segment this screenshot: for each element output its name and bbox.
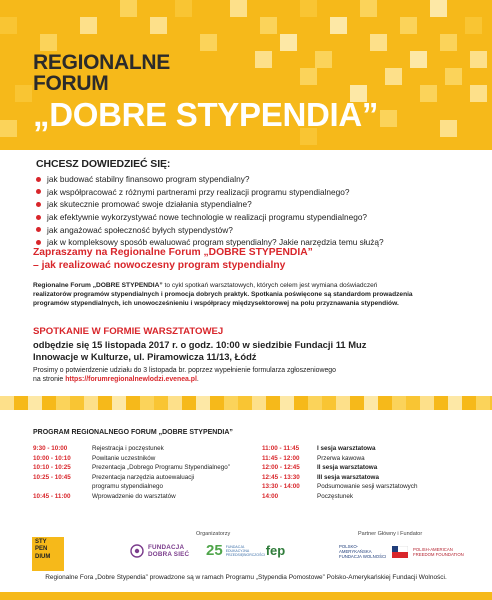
strip-tile [294,396,308,410]
table-row [262,454,472,464]
strip-tile [308,396,322,410]
bullet-icon [36,240,41,245]
title-line-3: „DOBRE STYPENDIA” [33,96,379,133]
strip-tile [238,396,252,410]
bottom-bar [0,592,492,600]
fundacja-line-2: DOBRA SIEĆ [148,551,190,558]
table-row [262,444,472,454]
mosaic-tile [380,110,397,127]
strip-tile [154,396,168,410]
mosaic-tile [400,17,417,34]
mosaic-tile [300,0,317,17]
invitation-body-line-3: programów stypendialnych, ich unowocześnieniu i współpracy międzysektorowej na polu przyznawania stypendiów. [33,300,399,308]
strip-tile [476,396,490,410]
program-time: 14:00 [262,492,279,500]
program-item: Rejestracja i poczęstunek [92,445,164,452]
strip-tile [224,396,238,410]
program-left-column [33,444,253,502]
question-text: jak w kompleksowy sposób ewaluować program stypendialny? Jakie narzędzia temu służą? [47,237,384,248]
page-title [33,52,378,133]
table-row [262,482,472,492]
question-text: jak efektywnie wykorzystywać nowe technologie w realizacji programu stypendialnego? [47,212,368,223]
strip-tile [98,396,112,410]
mosaic-tile [120,0,137,17]
registration-prefix: na stronie [33,376,66,383]
registration-link[interactable]: https://forumregionalnewlodzi.evenea.pl [65,376,197,383]
program-time: 10:10 - 10:25 [33,464,71,472]
questions-section [36,158,476,249]
fundacja-dobra-siec-logo [130,544,189,558]
mosaic-tile [470,85,487,102]
strip-tile [350,396,364,410]
strip-tile [56,396,70,410]
list-item [36,173,476,186]
strip-tile [322,396,336,410]
bullet-icon [36,177,41,182]
bullet-icon [36,215,41,220]
table-row [262,492,472,502]
mosaic-tile [40,34,57,51]
pafw-logo [339,544,465,560]
list-item [36,211,476,224]
fep-name: FUNDACJA EDUKACYJNA PRZEDSIĘBIORCZOŚCI [225,544,265,557]
program-item: Wprowadzenie do warsztatów [92,492,176,500]
registration-suffix: . [196,376,199,383]
invitation-body-line-2: realizatorów programów stypendialnych i promocja dobrych praktyk. Spotkania poświęcone są standardom prowadzenia [33,291,413,299]
registration-link-line [33,375,473,384]
strip-tile [84,396,98,410]
mosaic-tile [430,0,447,17]
strip-tile [210,396,224,410]
mosaic-tile [440,120,457,137]
program-title: PROGRAM REGIONALNEGO FORUM „DOBRE STYPENDIA” [33,429,233,436]
invitation-body [33,281,465,309]
table-row [262,463,472,473]
mosaic-tile [445,68,462,85]
questions-list [36,173,476,249]
registration-info [33,366,473,384]
forum-name: Regionalne Forum „DOBRE STYPENDIA” [33,282,163,289]
mosaic-tile [440,34,457,51]
mosaic-tile [420,85,437,102]
pafw-name-pl: POLSKO-AMERYKAŃSKA FUNDACJA WOLNOŚCI [339,544,387,560]
mosaic-tile [15,85,32,102]
mosaic-tile [470,51,487,68]
program-time: 11:45 - 12:00 [262,454,300,462]
table-row [33,463,253,473]
strip-tile [364,396,378,410]
program-item: Powitanie uczestników [92,454,156,462]
stypendium-logo [32,537,64,571]
mosaic-tile [330,17,347,34]
program-time: 12:00 - 12:45 [262,464,300,472]
strip-tile [126,396,140,410]
invitation-title-line-2: – jak realizować nowoczesny program stypendialny [33,260,286,271]
mosaic-tile [370,34,387,51]
mosaic-tile [80,17,97,34]
strip-tile [406,396,420,410]
program-item-line-2: programu stypendialnego [92,483,164,491]
logo-text: DIUM [35,553,51,560]
invitation-title [33,246,463,272]
header-banner [0,0,492,150]
program-item: Przerwa kawowa [317,454,365,462]
invitation-body-text: to cykl spotkań warsztatowych, których celem jest wymiana doświadczeń [162,282,378,289]
mosaic-tile [280,34,297,51]
dobra-siec-icon [130,544,144,558]
bullet-icon [36,202,41,207]
partner-label: Partner Główny i Fundator [358,531,423,537]
strip-tile [112,396,126,410]
title-line-2: FORUM [33,72,109,95]
strip-tile [378,396,392,410]
list-item [36,223,476,236]
mosaic-tile [200,34,217,51]
program-time: 10:25 - 10:45 [33,473,71,481]
fundacja-line-1: FUNDACJA [148,544,185,551]
strip-tile [448,396,462,410]
fep-anniversary-number: 25 [206,542,223,559]
strip-tile [420,396,434,410]
strip-tile [28,396,42,410]
mosaic-tile [230,0,247,17]
list-item [36,198,476,211]
program-item: Poczęstunek [317,492,354,500]
meeting-heading: SPOTKANIE W FORMIE WARSZTATOWEJ [33,326,224,337]
logo-text: STY [35,539,47,545]
fundacja-logo-text [148,544,189,558]
program-time: 11:00 - 11:45 [262,445,300,452]
mosaic-tile [0,120,17,137]
program-item: I sesja warsztatowa [317,445,376,452]
mosaic-tile [360,0,377,17]
fep-mark: fep [265,543,286,558]
strip-tile [392,396,406,410]
flag-icon [392,546,408,558]
mosaic-tile [150,17,167,34]
strip-tile [70,396,84,410]
title-line-1: REGIONALNE [33,51,171,74]
invitation-body-line-1 [33,281,465,290]
table-row [33,473,253,492]
mosaic-tile [465,17,482,34]
questions-heading: CHCESZ DOWIEDZIEĆ SIĘ: [36,158,171,170]
program-item: III sesja warsztatowa [317,473,379,481]
program-time: 13:30 - 14:00 [262,483,300,491]
program-right-column [262,444,472,502]
mosaic-tile [410,51,427,68]
meeting-address-line: Innowacje w Kulturze, ul. Piramowicza 11/13, Łódź [33,351,257,362]
strip-tile [266,396,280,410]
strip-tile [280,396,294,410]
strip-tile [14,396,28,410]
meeting-date-line: odbędzie się 15 listopada 2017 r. o godz. 10:00 w siedzibie Fundacji 11 Muz [33,339,367,350]
question-text: jak budować stabilny finansowo program stypendialny? [47,174,250,185]
question-text: jak angażować społeczność byłych stypendystów? [47,224,233,235]
strip-tile [462,396,476,410]
mosaic-tile [175,0,192,17]
strip-tile [168,396,182,410]
pafw-name-en: POLISH-AMERICAN FREEDOM FOUNDATION [413,546,464,557]
mosaic-tile [0,17,17,34]
logo-text: PEN [35,546,48,553]
strip-tile [252,396,266,410]
strip-tile [182,396,196,410]
table-row [33,444,253,454]
program-item [92,473,194,492]
question-text: jak skutecznie promować swoje działania stypendialne? [47,199,252,210]
strip-tile [196,396,210,410]
program-time: 10:45 - 11:00 [33,492,71,500]
mosaic-tile [260,17,277,34]
table-row [262,473,472,483]
mosaic-tile [385,68,402,85]
strip-tile [336,396,350,410]
footer-note: Regionalne Fora „Dobre Stypendia” prowadzone są w ramach Programu „Stypendia Pomostowe” Polsko-Amerykańskiej Fundacji Wolności. [45,574,447,581]
invitation-title-line-1: Zapraszamy na Regionalne Forum „DOBRE STYPENDIA” [33,247,313,258]
strip-tile [140,396,154,410]
bullet-icon [36,227,41,232]
organizers-label: Organizatorzy [196,531,231,537]
program-time: 12:45 - 13:30 [262,473,300,481]
bullet-icon [36,189,41,194]
list-item [36,186,476,199]
strip-tile [42,396,56,410]
meeting-details [33,339,473,363]
strip-tile [0,396,14,410]
strip-tile [434,396,448,410]
program-item-line-1: Prezentacja narzędzia autoewaluacji [92,473,195,481]
fep-logo [206,542,285,559]
program-item: II sesja warsztatowa [317,464,378,472]
registration-text: Prosimy o potwierdzenie udziału do 3 listopada br. poprzez wypełnienie formularza zgłoszeniowego [33,367,336,374]
table-row [33,492,253,502]
program-item: Prezentacja „Dobrego Programu Stypendialnego” [92,464,230,472]
divider-strip [0,396,492,410]
program-time: 9:30 - 10:00 [33,445,68,452]
program-item: Podsumowanie sesji warsztatowych [317,483,418,491]
question-text: jak współpracować z różnymi partnerami przy realizacji programu stypendialnego? [47,186,350,197]
table-row [33,454,253,464]
program-time: 10:00 - 10:10 [33,454,71,462]
